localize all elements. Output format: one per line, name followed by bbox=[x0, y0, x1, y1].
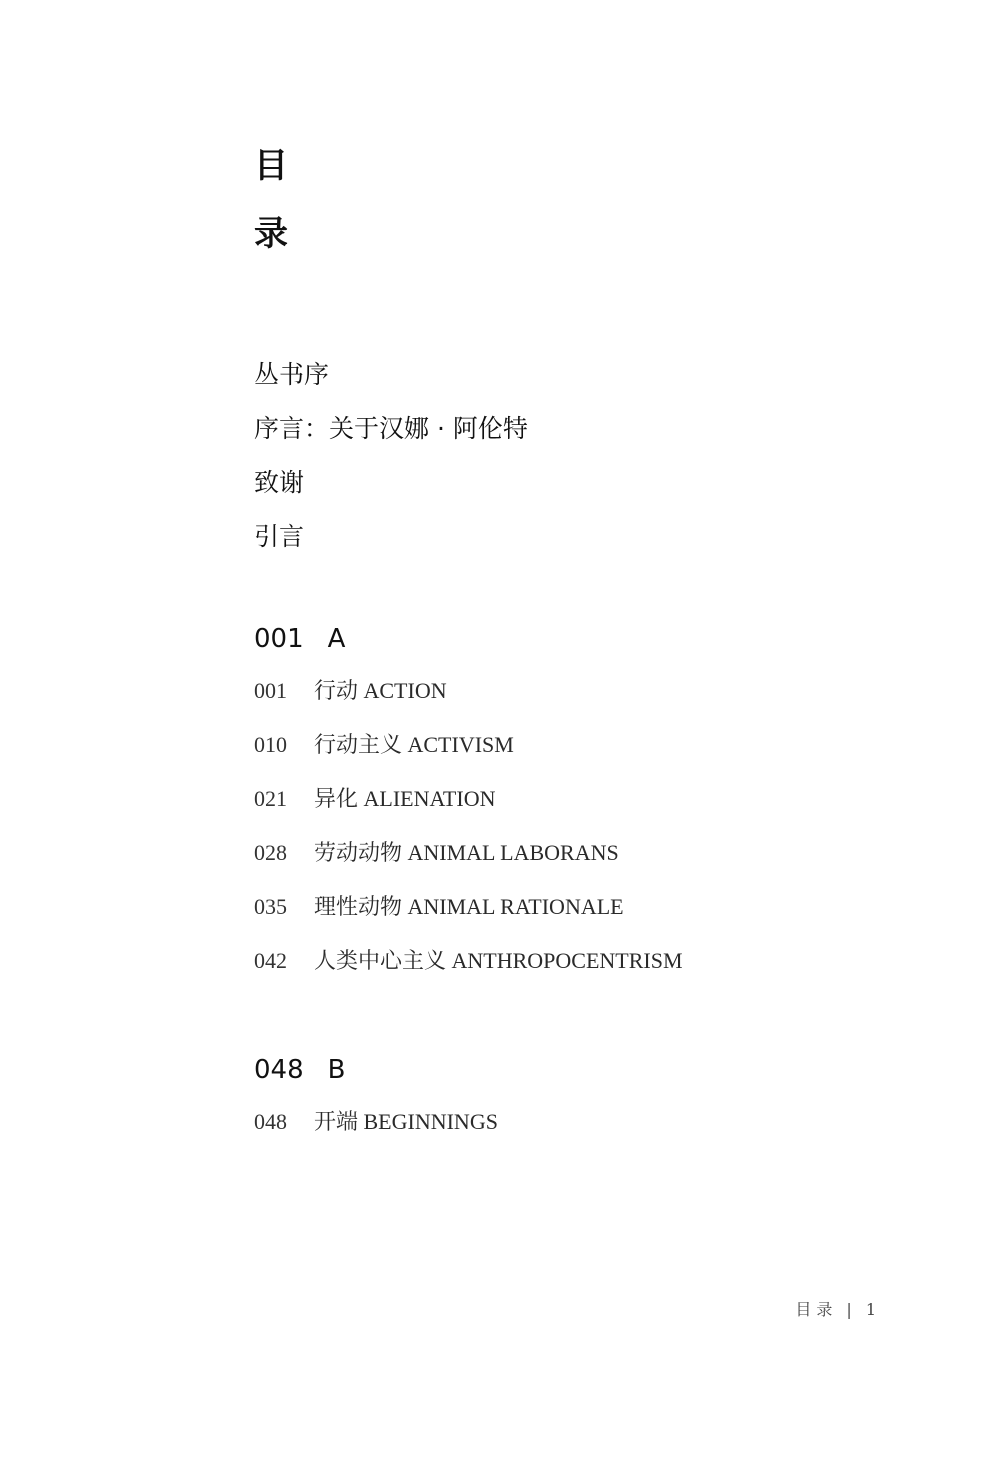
section-page-number: 048 bbox=[254, 1055, 304, 1085]
section-a-entries bbox=[254, 664, 683, 988]
section-header-b[interactable] bbox=[254, 1047, 498, 1095]
section-letter: A bbox=[327, 624, 346, 654]
section-b bbox=[254, 1047, 498, 1149]
section-b-entries bbox=[254, 1095, 498, 1149]
entry-title: 人类中心主义 ANTHROPOCENTRISM bbox=[314, 948, 683, 973]
front-matter-item-preface[interactable]: 序言：关于汉娜 · 阿伦特 bbox=[254, 414, 528, 443]
footer-separator: | bbox=[846, 1300, 852, 1319]
entry-page-number: 010 bbox=[254, 732, 287, 757]
entry-page-number: 001 bbox=[254, 678, 287, 703]
toc-entry-action[interactable] bbox=[254, 664, 683, 718]
entry-title: 劳动动物 ANIMAL LABORANS bbox=[314, 840, 619, 865]
entry-page-number: 035 bbox=[254, 894, 287, 919]
page-title bbox=[254, 132, 288, 268]
entry-page-number: 042 bbox=[254, 948, 287, 973]
toc-entry-animal-laborans[interactable] bbox=[254, 826, 683, 880]
front-matter-item-acknowledgements[interactable]: 致谢 bbox=[254, 468, 305, 497]
entry-page-number: 048 bbox=[254, 1109, 287, 1134]
toc-entry-activism[interactable] bbox=[254, 718, 683, 772]
toc-entry-anthropocentrism[interactable] bbox=[254, 934, 683, 988]
section-letter: B bbox=[327, 1055, 346, 1085]
front-matter-item-introduction[interactable]: 引言 bbox=[254, 522, 305, 551]
toc-entry-beginnings[interactable] bbox=[254, 1095, 498, 1149]
entry-title: 异化 ALIENATION bbox=[314, 786, 496, 811]
section-a bbox=[254, 616, 683, 988]
toc-entry-animal-rationale[interactable] bbox=[254, 880, 683, 934]
page-footer bbox=[795, 1297, 876, 1320]
entry-page-number: 021 bbox=[254, 786, 287, 811]
entry-title: 行动主义 ACTIVISM bbox=[314, 732, 514, 757]
page-title-line-2: 录 bbox=[254, 214, 288, 254]
page-title-line-1: 目 bbox=[254, 146, 288, 186]
entry-title: 行动 ACTION bbox=[314, 678, 447, 703]
entry-page-number: 028 bbox=[254, 840, 287, 865]
running-header-label: 目 录 bbox=[795, 1300, 833, 1319]
section-page-number: 001 bbox=[254, 624, 304, 654]
section-header-a[interactable] bbox=[254, 616, 683, 664]
front-matter-list bbox=[254, 348, 528, 564]
toc-entry-alienation[interactable] bbox=[254, 772, 683, 826]
entry-title: 理性动物 ANIMAL RATIONALE bbox=[314, 894, 624, 919]
page-number: 1 bbox=[865, 1300, 876, 1319]
entry-title: 开端 BEGINNINGS bbox=[314, 1109, 498, 1134]
front-matter-item-series-preface[interactable]: 丛书序 bbox=[254, 360, 330, 389]
